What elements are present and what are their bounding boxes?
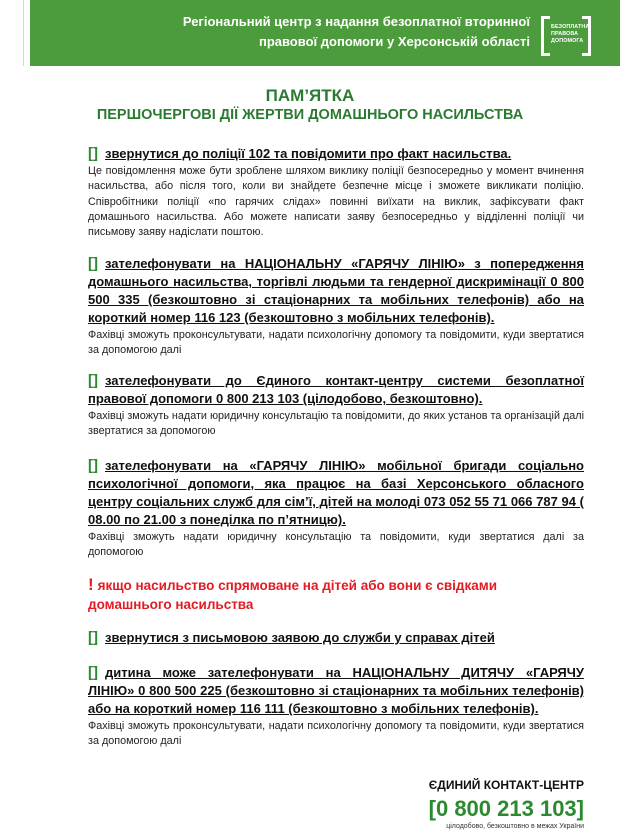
step-child-hotline — [88, 664, 584, 750]
memo-subtitle: ПЕРШОЧЕРГОВІ ДІЇ ЖЕРТВИ ДОМАШНЬОГО НАСИЛЬСТВА — [96, 107, 524, 123]
checkbox-icon: [] — [88, 255, 98, 272]
step-legal-aid-center — [88, 372, 584, 440]
memo-title: ПАМ’ЯТКА — [265, 86, 355, 105]
step-children-service — [88, 629, 584, 647]
step-description: Фахівці зможуть проконсультувати, надати психологічну допомогу та повідомити, куди звертатися за допомогою далі — [88, 720, 584, 748]
checkbox-icon: [] — [88, 372, 98, 389]
step-action: зателефонувати до Єдиного контакт-центру системи безоплатної правової допомоги 0 800 213 103 (цілодобово, безкоштовно). — [88, 373, 584, 406]
checkbox-icon: [] — [88, 664, 98, 681]
header-title-line2: правової допомоги у Херсонській області — [258, 34, 530, 49]
children-warning — [88, 575, 584, 614]
checkbox-icon: [] — [88, 145, 98, 162]
header-title-line1: Регіональний центр з надання безоплатної вторинної — [182, 14, 530, 29]
contact-center-note: цілодобово, безкоштовно в межах України — [446, 823, 584, 830]
contact-center-phone: [0 800 213 103] — [428, 796, 584, 821]
checkbox-icon: [] — [88, 457, 98, 474]
step-action: дитина може зателефонувати на НАЦІОНАЛЬНУ ДИТЯЧУ «ГАРЯЧУ ЛІНІЮ» 0 800 500 225 (безкоштовно зі стаціонарних та мобільних телефонів) або на короткий номер 116 111 (безкоштовно з мобільних телефонів). — [88, 665, 584, 716]
step-action: зателефонувати на «ГАРЯЧУ ЛІНІЮ» мобільної бригади соціально психологічної допомоги, яка працює на базі Херсонського обласного центру соціальних служб для сім’ї, дітей на молоді 073 052 55 71 066 787 94 ( 08.00 по 21.00 з понеділка по п’ятницю). — [88, 458, 584, 527]
step-description: Фахівці зможуть проконсультувати, надати психологічну допомогу та повідомити, куди звертатися за допомогою далі — [88, 329, 584, 357]
step-national-hotline — [88, 255, 584, 359]
header-title — [30, 12, 530, 52]
header-banner — [30, 0, 620, 66]
logo-bracket-left — [541, 16, 550, 56]
checkbox-icon: [] — [88, 629, 98, 646]
contact-center — [400, 778, 584, 830]
step-police — [88, 145, 584, 240]
warning-text: якщо насильство спрямоване на дітей або вони є свідками домашнього насильства — [88, 578, 498, 612]
step-mobile-brigade — [88, 457, 584, 561]
exclamation-icon: ! — [88, 575, 94, 594]
step-action: зателефонувати на НАЦІОНАЛЬНУ «ГАРЯЧУ ЛІНІЮ» з попередження домашнього насильства, торгівлі людьми та гендерної дискримінації 0 800 500 335 (безкоштовно зі стаціонарних та мобільних телефонів) або на короткий номер 116 123 (безкоштовно з мобільних телефонів). — [88, 256, 584, 325]
step-action: звернутися з письмовою заявою до служби у справах дітей — [105, 630, 495, 645]
step-description: Фахівці зможуть надати юридичну консультацію та повідомити, до яких установ та організацій далі звертатися за допомогою — [88, 410, 584, 438]
contact-center-title: ЄДИНИЙ КОНТАКТ-ЦЕНТР — [428, 778, 584, 792]
logo-text: БЕЗОПЛАТНА ПРАВОВА ДОПОМОГА — [551, 24, 590, 44]
step-description: Фахівці зможуть надати юридичну консультацію та повідомити, куди звертатися далі за допомогою — [88, 531, 584, 559]
step-description: Це повідомлення може бути зроблене шляхом виклику поліції безпосередньо у момент вчинення насильства, або після того, коли ви знайдете безпечне місце і зможете викликати поліцію. Співробітники поліції «по гарячих слідах» повинні виїхати на виклик, зафіксувати факт домашнього насильства. Або можете написати заяву безпосередньо у відділенні поліції чи письмову заяву надіслати поштою. — [88, 165, 584, 239]
step-action: звернутися до поліції 102 та повідомити про факт насильства. — [105, 146, 512, 161]
legal-aid-logo — [541, 16, 591, 56]
